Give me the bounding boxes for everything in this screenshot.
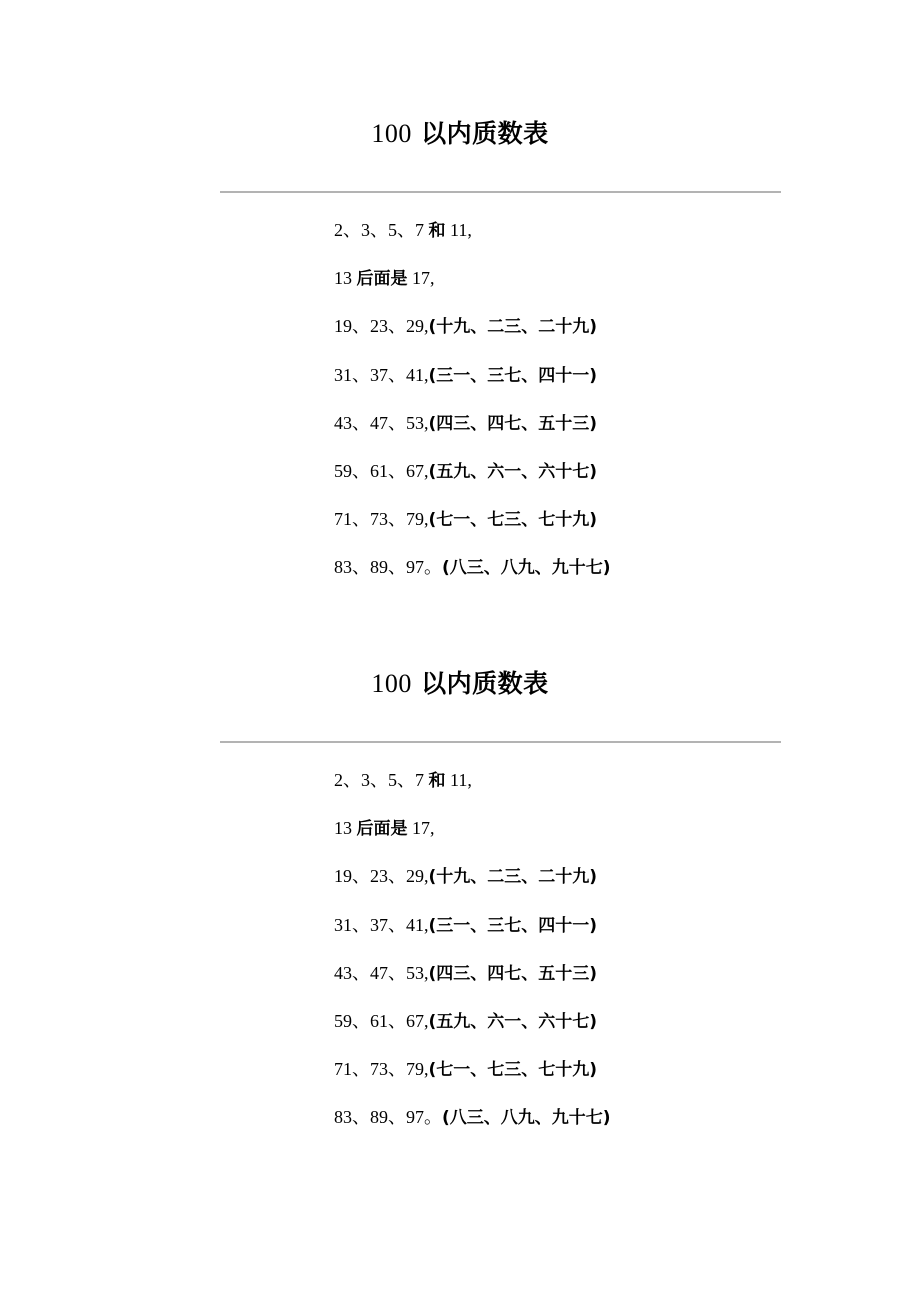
prime-line xyxy=(334,453,611,501)
line-numbers: 71、73、79, xyxy=(334,509,429,530)
line-chinese: (八三、八九、九十七) xyxy=(442,558,611,579)
line-tail: 11, xyxy=(450,770,472,790)
prime-line xyxy=(334,955,611,1003)
line-numbers: 31、37、41, xyxy=(334,914,429,935)
prime-line xyxy=(334,260,611,308)
prime-line xyxy=(334,308,611,356)
line-chinese: 和 xyxy=(428,221,446,241)
prime-line xyxy=(334,549,611,597)
line-tail: 17, xyxy=(412,268,435,289)
title-number: 100 xyxy=(371,669,412,698)
line-chinese: (五九、六一、六十七) xyxy=(428,461,598,482)
line-chinese: (七一、七三、七十九) xyxy=(428,510,598,531)
line-numbers: 43、47、53, xyxy=(334,962,429,983)
prime-line xyxy=(334,212,611,260)
prime-line xyxy=(334,1003,611,1051)
line-numbers: 13 xyxy=(334,818,352,839)
line-numbers: 43、47、53, xyxy=(334,412,429,433)
line-chinese: (七一、七三、七十九) xyxy=(428,1060,598,1081)
page-title xyxy=(0,666,920,702)
line-chinese: (三一、三七、四十一) xyxy=(428,365,598,386)
line-numbers: 59、61、67, xyxy=(334,1010,429,1031)
prime-line xyxy=(334,405,611,453)
prime-line xyxy=(334,1051,611,1099)
line-numbers: 2、3、5、7 xyxy=(334,220,424,240)
line-numbers: 31、37、41, xyxy=(334,364,429,385)
line-chinese: (四三、四七、五十三) xyxy=(428,413,598,434)
title-text: 以内质数表 xyxy=(421,669,549,698)
prime-line xyxy=(334,762,611,810)
prime-line xyxy=(334,810,611,858)
line-chinese: 后面是 xyxy=(356,819,408,840)
line-numbers: 83、89、97。 xyxy=(334,1107,442,1128)
line-numbers: 2、3、5、7 xyxy=(334,770,424,790)
line-chinese: 后面是 xyxy=(356,269,408,290)
line-chinese: (十九、二三、二十九) xyxy=(428,317,598,338)
line-chinese: (八三、八九、九十七) xyxy=(442,1108,611,1129)
title-divider xyxy=(220,741,781,743)
line-chinese: (四三、四七、五十三) xyxy=(428,963,598,984)
prime-line xyxy=(334,501,611,549)
line-tail: 11, xyxy=(450,220,472,240)
prime-line xyxy=(334,858,611,906)
prime-lines-list xyxy=(334,762,611,1148)
line-numbers: 19、23、29, xyxy=(334,866,429,887)
line-numbers: 71、73、79, xyxy=(334,1059,429,1080)
line-chinese: 和 xyxy=(428,771,446,791)
title-divider xyxy=(220,191,781,193)
line-numbers: 13 xyxy=(334,268,352,289)
line-numbers: 59、61、67, xyxy=(334,460,429,481)
title-number: 100 xyxy=(371,119,412,148)
line-numbers: 83、89、97。 xyxy=(334,557,442,578)
page-title xyxy=(0,116,920,152)
prime-line xyxy=(334,1099,611,1147)
line-chinese: (三一、三七、四十一) xyxy=(428,915,598,936)
title-text: 以内质数表 xyxy=(421,119,549,148)
line-chinese: (十九、二三、二十九) xyxy=(428,867,598,888)
line-tail: 17, xyxy=(412,818,435,839)
line-numbers: 19、23、29, xyxy=(334,316,429,337)
prime-line xyxy=(334,357,611,405)
line-chinese: (五九、六一、六十七) xyxy=(428,1011,598,1032)
prime-lines-list xyxy=(334,212,611,598)
prime-line xyxy=(334,907,611,955)
